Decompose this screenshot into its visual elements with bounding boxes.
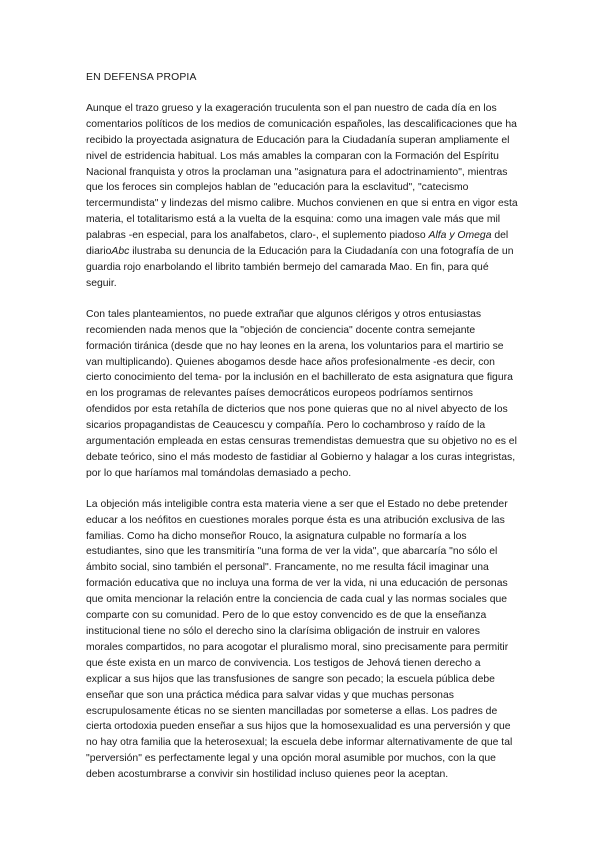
paragraph-2: [86, 307, 518, 482]
paragraph-text: Aunque el trazo grueso y la exageración truculenta son el pan nuestro de cada día en los comentarios políticos de los medios de comunicación españoles, las descalificaciones que ha recibido la proyectada asignatura de Educación para la Ciudadanía superan ampliamente el nivel de estridencia habitual. Los más amables la comparan con la Formación del Espíritu Nacional franquista y otros la proclaman una "asignatura para el adoctrinamiento", mientras que los feroces sin complejos hablan de "educación para la esclavitud", "catecismo tercermundista" y lindezas del mismo calibre. Muchos convienen en que si entra en vigor esta materia, el totalitarismo está a la vuelta de la esquina: como una imagen vale más que mil palabras -en especial, para los analfabetos, claro-, el suplemento piadoso: [86, 102, 518, 242]
publication-name-italic: Alfa y Omega: [428, 230, 492, 242]
paragraph-text: La objeción más inteligible contra esta materia viene a ser que el Estado no debe pretender educar a los neófitos en cuestiones morales porque ésta es una atribución exclusiva de las familias. Como ha dicho monseñor Rouco, la asignatura culpable no formaría a los estudiantes, sino que les transmitiría "una forma de ver la vida", que abarcaría "no sólo el ámbito social, sino también el personal". Francamente, no me resulta fácil imaginar una formación educativa que no incluya una forma de ver la vida, ni una educación de personas que omita mencionar la relación entre la conciencia de cada cual y las normas sociales que comparte con su comunidad. Pero de lo que estoy convencido es de que la enseñanza institucional tiene no sólo el derecho sino la clarísima obligación de instruir en valores morales compartidos, no para acogotar el pluralismo moral, sino precisamente para permitir que éste exista en un marco de convivencia. Los testigos de Jehová tienen derecho a explicar a sus hijos que las transfusiones de sangre son pecado; la escuela pública debe enseñar que son una práctica médica para salvar vidas y que muchas personas escrupulosamente éticas no se sienten mancilladas por someterse a ellas. Los padres de cierta ortodoxia pueden enseñar a sus hijos que la homosexualidad es una perversión y que no hay otra familia que la heterosexual; la escuela debe informar alternativamente de que tal "perversión" es perfectamente legal y una opción moral asumible por muchos, con la que deben acostumbrarse a convivir sin hostilidad incluso quienes peor la aceptan.: [86, 498, 513, 781]
document-title: EN DEFENSA PROPIA: [86, 72, 197, 83]
paragraph-text: del diario: [86, 230, 509, 258]
paragraph-text: Con tales planteamientos, no puede extrañar que algunos clérigos y otros entusiastas recomienden nada menos que la "objeción de conciencia" docente contra semejante formación tiránica (desde que no hay leones en la arena, los voluntarios para el martirio se van multiplicando). Quienes abogamos desde hace años profesionalmente -es decir, con cierto conocimiento del tema- por la inclusión en el bachillerato de esta asignatura que figura en los programas de relevantes países democráticos europeos podríamos sentirnos ofendidos por esta retahíla de dicterios que nos pone quieras que no al nivel abyecto de los sicarios propagandistas de Ceaucescu y compañía. Pero lo cochambroso y raído de la argumentación empleada en estas censuras tremendistas demuestra que su objetivo no es el debate teórico, sino el más modesto de fastidiar al Gobierno y halagar a los curas integristas, por lo que haríamos mal tomándolas demasiado a pecho.: [86, 308, 517, 479]
paragraph-1: [86, 101, 518, 292]
paragraph-text: ilustraba su denuncia de la Educación para la Ciudadanía con una fotografía de un guardia rojo enarbolando el librito también bermejo del camarada Mao. En fin, para qué seguir.: [86, 246, 514, 289]
newspaper-name-italic: Abc: [111, 246, 130, 258]
paragraph-3: [86, 497, 518, 783]
document-page: [86, 70, 518, 783]
